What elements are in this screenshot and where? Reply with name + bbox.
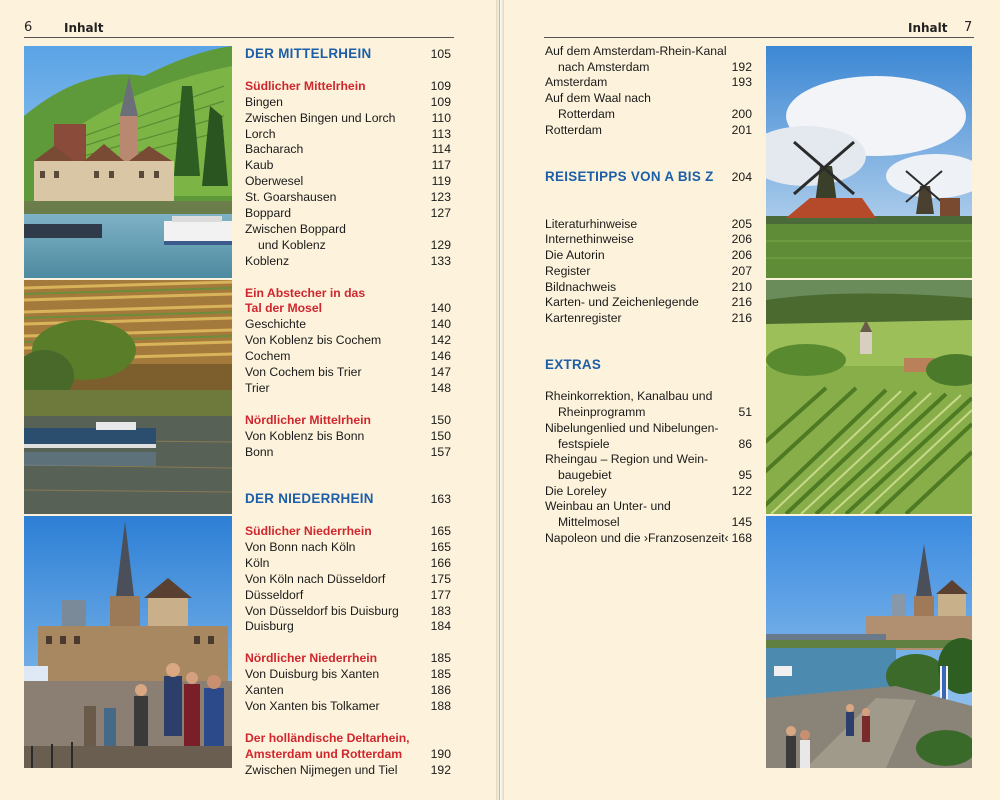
toc-entry-title: festspiele — [558, 436, 610, 451]
toc-entry-title: Nördlicher Niederrhein — [245, 651, 378, 666]
toc-entry-title: Zwischen Nijmegen und Tiel — [245, 762, 398, 777]
toc-entry — [245, 444, 451, 460]
toc-page-number: 192 — [430, 762, 451, 777]
toc-entry — [245, 587, 451, 603]
toc-entry-title: Trier — [245, 380, 270, 395]
toc-entry — [245, 698, 451, 714]
toc-page-number: 105 — [430, 47, 451, 61]
toc-entry — [545, 451, 752, 467]
toc-entry — [245, 126, 451, 142]
toc-entry-title: Auf dem Waal nach — [545, 91, 651, 106]
toc-entry-title: Xanten — [245, 683, 284, 697]
toc-page-number: 177 — [430, 587, 451, 602]
toc-page-number: 150 — [430, 428, 451, 443]
toc-page-number: 122 — [731, 483, 752, 498]
toc-entry — [545, 530, 752, 546]
right-header-rule — [544, 37, 974, 38]
toc-entry-title: Tal der Mosel — [245, 301, 322, 316]
toc-entry — [545, 279, 752, 295]
toc-entry-title: Kartenregister — [545, 310, 622, 325]
toc-page-number: 216 — [731, 310, 752, 325]
toc-entry — [545, 388, 752, 404]
toc-page-number: 186 — [430, 683, 451, 697]
toc-entry — [245, 555, 451, 571]
toc-entry — [245, 571, 451, 587]
toc-subsection-heading — [245, 285, 451, 301]
toc-entry-title: Boppard — [245, 206, 292, 220]
toc-entry — [245, 762, 451, 778]
toc-page-number: 205 — [731, 216, 752, 231]
toc-page-number: 204 — [731, 169, 752, 184]
toc-page-number: 190 — [430, 746, 451, 761]
toc-entry — [245, 221, 451, 237]
toc-entry-title: Von Duisburg bis Xanten — [245, 667, 380, 682]
toc-entry — [245, 316, 451, 332]
toc-page-number: 188 — [430, 698, 451, 713]
toc-entry-title: Ein Abstecher in das — [245, 285, 366, 300]
toc-entry-title: Napoleon und die ›Franzosenzeit‹ — [545, 530, 729, 545]
toc-entry-title: Geschichte — [245, 317, 306, 332]
toc-entry-title: Der holländische Deltarhein, — [245, 730, 410, 745]
toc-entry-title: Bingen — [245, 94, 283, 109]
photo-rheingau-vineyards — [766, 280, 972, 514]
toc-page-number: 185 — [430, 667, 451, 682]
toc-entry — [245, 603, 451, 619]
toc-entry — [245, 237, 451, 253]
toc-entry — [545, 216, 752, 232]
toc-entry-title: Auf dem Amsterdam-Rhein-Kanal — [545, 44, 727, 58]
toc-page-number: 206 — [731, 232, 752, 247]
toc-page-number: 201 — [731, 122, 752, 137]
toc-entry — [245, 141, 451, 157]
toc-page-number: 140 — [430, 317, 451, 332]
toc-page-number: 192 — [731, 59, 752, 74]
toc-entry — [545, 263, 752, 279]
toc-entry-title: Koblenz — [245, 253, 290, 268]
toc-page-number: 140 — [430, 301, 451, 316]
toc-entry-title: Cochem — [245, 349, 291, 364]
toc-entry — [245, 189, 451, 205]
toc-page-number: 166 — [430, 555, 451, 570]
toc-entry — [545, 231, 752, 247]
toc-entry — [545, 122, 752, 138]
toc-entry-title: Bacharach — [245, 142, 304, 157]
photo-bacharach-village — [24, 46, 232, 278]
left-header-rule — [24, 37, 454, 38]
toc-page-number: 145 — [731, 515, 752, 529]
toc-section-heading — [545, 357, 752, 373]
toc-entry — [545, 106, 752, 122]
toc-page-number: 129 — [430, 237, 451, 252]
toc-entry-title: Zwischen Bingen und Lorch — [245, 110, 396, 125]
toc-entry — [245, 428, 451, 444]
toc-subsection-heading — [245, 730, 451, 746]
toc-entry-title: Register — [545, 263, 591, 278]
toc-section-heading — [245, 46, 451, 62]
toc-page-number: 184 — [430, 619, 451, 634]
toc-entry-title: Südlicher Niederrhein — [245, 524, 372, 538]
toc-page-number: 165 — [430, 524, 451, 538]
toc-entry-title: Von Koblenz bis Bonn — [245, 428, 365, 443]
toc-entry — [245, 173, 451, 189]
toc-entry-title: Von Xanten bis Tolkamer — [245, 698, 380, 713]
toc-entry — [245, 205, 451, 221]
toc-page-number: 147 — [430, 365, 451, 379]
toc-page-number: 148 — [430, 380, 451, 395]
toc-entry — [245, 539, 451, 555]
toc-page-number: 113 — [431, 126, 451, 141]
toc-entry-title: Mittelmosel — [558, 515, 620, 529]
toc-section-heading — [245, 491, 451, 507]
toc-entry — [545, 483, 752, 499]
toc-page-number: 206 — [731, 248, 752, 263]
toc-entry-title: Köln — [245, 555, 270, 570]
toc-entry — [545, 514, 752, 530]
toc-entry-title: Bonn — [245, 444, 274, 459]
toc-entry-title: Von Düsseldorf bis Duisburg — [245, 603, 399, 618]
toc-entry — [245, 110, 451, 126]
toc-entry-title: St. Goarshausen — [245, 190, 337, 205]
toc-entry-title: Von Köln nach Düsseldorf — [245, 571, 386, 586]
toc-entry-title: Amsterdam und Rotterdam — [245, 746, 403, 761]
toc-entry — [245, 94, 451, 110]
toc-page-number: 165 — [430, 539, 451, 554]
toc-page-number: 183 — [430, 603, 451, 618]
toc-entry-title: Zwischen Boppard — [245, 221, 346, 236]
toc-entry — [545, 436, 752, 452]
toc-page-number: 157 — [430, 444, 451, 459]
photo-duesseldorf-riverside — [766, 516, 972, 768]
toc-entry-title: REISETIPPS VON A BIS Z — [545, 168, 714, 184]
toc-entry-title: Südlicher Mittelrhein — [245, 78, 366, 93]
toc-page-number: 210 — [731, 279, 752, 294]
toc-entry-title: DER NIEDERRHEIN — [245, 491, 374, 507]
toc-entry — [545, 420, 752, 436]
right-page-header — [544, 20, 974, 38]
toc-entry-title: Düsseldorf — [245, 587, 304, 602]
left-page-number: 6 — [24, 20, 33, 35]
toc-page-number: 185 — [430, 651, 451, 666]
toc-page-number: 168 — [731, 530, 752, 545]
toc-page-number: 95 — [738, 467, 752, 482]
toc-entry-title: Nördlicher Mittelrhein — [245, 412, 371, 427]
book-gutter — [496, 0, 504, 800]
toc-page-number: 114 — [431, 142, 451, 157]
toc-entry-title: Nibelungenlied und Nibelungen- — [545, 420, 719, 435]
toc-entry-title: Bildnachweis — [545, 279, 617, 294]
photo-windmill-zaanse-schans — [766, 46, 972, 278]
toc-entry-title: Karten- und Zeichenlegende — [545, 295, 699, 310]
toc-entry-title: nach Amsterdam — [558, 59, 650, 74]
toc-entry-title: Von Koblenz bis Cochem — [245, 333, 382, 348]
toc-subsection-heading — [245, 746, 451, 762]
toc-page-number: 163 — [430, 492, 451, 507]
toc-page-number: 200 — [731, 106, 752, 121]
toc-entry — [545, 43, 752, 59]
toc-page-number: 110 — [431, 110, 451, 125]
toc-entry-title: EXTRAS — [545, 357, 602, 372]
toc-page-number: 127 — [430, 206, 451, 220]
toc-page-number: 142 — [430, 333, 451, 348]
toc-entry — [545, 247, 752, 263]
toc-entry — [245, 380, 451, 396]
toc-entry — [545, 294, 752, 310]
toc-page-number: 146 — [430, 349, 451, 364]
toc-page-number: 109 — [430, 78, 451, 93]
toc-page-number: 193 — [731, 75, 752, 90]
toc-page-number: 123 — [430, 190, 451, 205]
toc-entry — [245, 682, 451, 698]
toc-entry — [245, 157, 451, 173]
toc-entry — [245, 332, 451, 348]
toc-entry-title: Duisburg — [245, 619, 294, 634]
toc-subsection-heading — [245, 300, 451, 316]
toc-section-heading — [545, 169, 752, 185]
toc-entry-title: Die Autorin — [545, 248, 605, 263]
toc-entry-title: Amsterdam — [545, 75, 608, 90]
toc-entry-title: Die Loreley — [545, 483, 607, 498]
toc-entry-title: Rheingau – Region und Wein- — [545, 452, 709, 467]
toc-page-number: 150 — [430, 412, 451, 427]
toc-entry-title: Von Cochem bis Trier — [245, 365, 362, 379]
photo-mosel-vineyard — [24, 280, 232, 514]
toc-entry-title: Oberwesel — [245, 174, 304, 189]
toc-entry-title: Literaturhinweise — [545, 216, 638, 231]
photo-duesseldorf-promenade — [24, 516, 232, 768]
toc-entry — [545, 74, 752, 90]
toc-page-number: 109 — [430, 94, 451, 109]
toc-entry-title: Rheinprogramm — [558, 405, 646, 420]
toc-page-number: 216 — [731, 295, 752, 310]
toc-entry-title: Kaub — [245, 158, 274, 173]
toc-entry — [545, 310, 752, 326]
toc-entry — [245, 666, 451, 682]
toc-entry-title: Rotterdam — [545, 122, 602, 137]
left-page-header — [24, 20, 454, 38]
right-page-number: 7 — [964, 20, 973, 35]
toc-page-number: 207 — [731, 263, 752, 278]
toc-entry — [545, 467, 752, 483]
toc-entry-title: Rheinkorrektion, Kanalbau und — [545, 389, 713, 404]
gutter-fold — [499, 0, 500, 800]
toc-page-number: 86 — [738, 436, 752, 451]
toc-entry — [545, 90, 752, 106]
toc-entry-title: baugebiet — [558, 467, 612, 482]
toc-entry-title: Rotterdam — [558, 106, 615, 121]
left-header-title: Inhalt — [64, 21, 104, 35]
toc-entry-title: Lorch — [245, 126, 276, 141]
toc-subsection-heading — [245, 523, 451, 539]
toc-entry-title: und Koblenz — [258, 237, 326, 252]
toc-page-number: 119 — [431, 174, 451, 189]
toc-entry — [545, 498, 752, 514]
toc-entry — [245, 253, 451, 269]
toc-entry — [245, 348, 451, 364]
toc-page-number: 133 — [430, 253, 451, 268]
toc-entry — [245, 364, 451, 380]
toc-subsection-heading — [245, 412, 451, 428]
right-header-title: Inhalt — [908, 21, 948, 35]
toc-entry-title: Von Bonn nach Köln — [245, 539, 356, 554]
toc-entry-title: DER MITTELRHEIN — [245, 46, 372, 61]
toc-entry — [545, 404, 752, 420]
toc-page-number: 51 — [738, 405, 752, 420]
toc-entry — [545, 59, 752, 75]
toc-entry-title: Internethinweise — [545, 232, 634, 247]
toc-subsection-heading — [245, 650, 451, 666]
toc-page-number: 175 — [430, 571, 451, 586]
toc-entry — [245, 618, 451, 634]
toc-page-number: 117 — [431, 158, 451, 173]
toc-subsection-heading — [245, 78, 451, 94]
toc-entry-title: Weinbau an Unter- und — [545, 499, 671, 514]
